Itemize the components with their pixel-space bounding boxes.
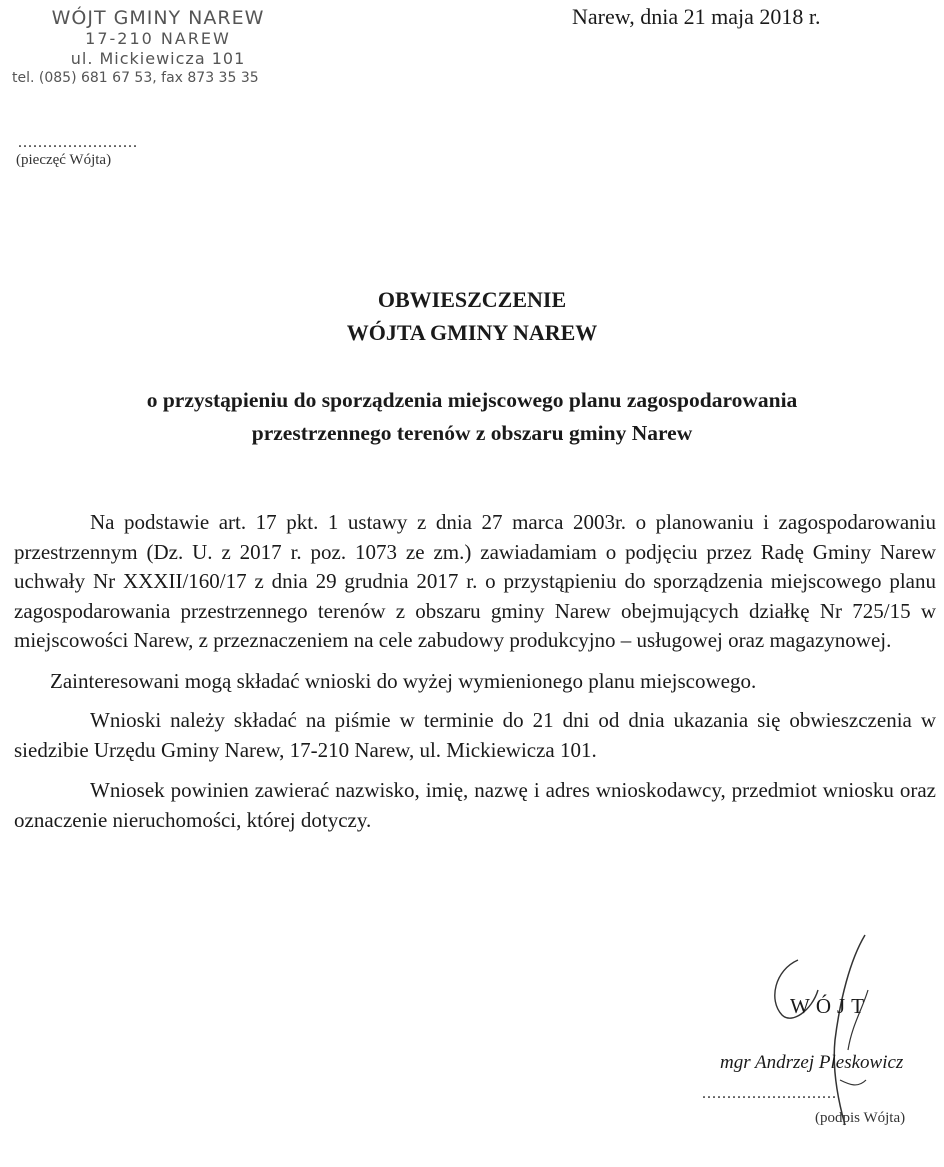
- subject-line-2: przestrzennego terenów z obszaru gminy Narew: [251, 421, 693, 445]
- stamp-dotted-line: ........................: [18, 134, 138, 151]
- stamp-office-name: WÓJT GMINY NAREW: [51, 7, 265, 29]
- signatory-name: mgr Andrzej Pleskowicz: [720, 1052, 904, 1073]
- office-stamp: [8, 8, 308, 88]
- stamp-phone-fax: tel. (085) 681 67 53, fax 873 35 35: [12, 70, 259, 86]
- signatory-title: WÓJT: [790, 994, 870, 1018]
- signature-caption: (podpis Wójta): [815, 1110, 906, 1126]
- stamp-caption: (pieczęć Wójta): [16, 152, 112, 168]
- document-title: OBWIESZCZENIE: [377, 287, 567, 312]
- document-body: [14, 508, 936, 835]
- signature-dotted-line: ...........................: [702, 1085, 837, 1102]
- stamp-street: ul. Mickiewicza 101: [70, 49, 246, 68]
- paragraph-legal-basis: Na podstawie art. 17 pkt. 1 ustawy z dnia 27 marca 2003r. o planowaniu i zagospodarowaniu przestrzennym (Dz. U. z 2017 r. poz. 1073 ze zm.) zawiadamiam o podjęciu przez Radę Gminy Narew uchwały Nr XXXII/160/17 z dnia 29 grudnia 2017 r. o przystąpieniu do sporządzenia miejscowego planu zagospodarowania przestrzennego terenów z obszaru gminy Narew obejmujących działkę Nr 725/15 w miejscowości Narew, z przeznaczeniem na cele zabudowy produkcyjno – usługowej oraz magazynowej.: [14, 510, 936, 652]
- paragraph-application-content: Wniosek powinien zawierać nazwisko, imię, nazwę i adres wnioskodawcy, przedmiot wniosku oraz oznaczenie nieruchomości, której dotyczy.: [14, 778, 936, 832]
- paragraph-submission-terms: Wnioski należy składać na piśmie w terminie do 21 dni od dnia ukazania się obwieszczenia w siedzibie Urzędu Gminy Narew, 17-210 Narew, ul. Mickiewicza 101.: [14, 708, 936, 762]
- document-issuer: WÓJTA GMINY NAREW: [346, 320, 598, 345]
- paragraph-invitation: Zainteresowani mogą składać wnioski do wyżej wymienionego planu miejscowego.: [50, 668, 757, 693]
- place-and-date: Narew, dnia 21 maja 2018 r.: [572, 4, 821, 29]
- stamp-postal-code: 17-210 NAREW: [85, 29, 231, 48]
- subject-line-1: o przystąpieniu do sporządzenia miejscowego planu zagospodarowania: [146, 388, 798, 412]
